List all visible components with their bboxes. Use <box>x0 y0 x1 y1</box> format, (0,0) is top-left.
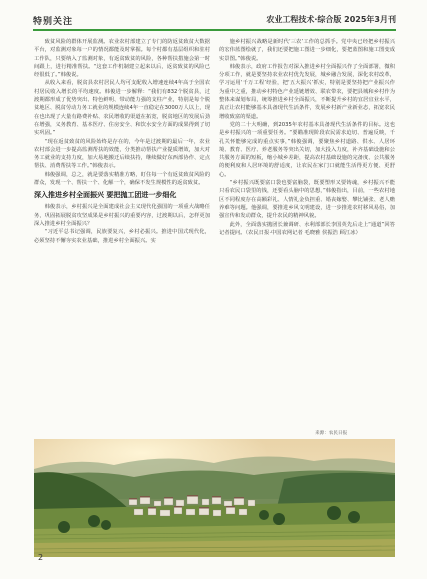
left-paragraph-1: 致贫风险的群体开展监测。农业农村部建立了专门的防返贫致贫大数据平台，对监测对象每一户的情况都能及时掌握。每个村都有基层组织和驻村工作队，只要纳入了监测对象，有返贫致贫的风险，各种帮扶措施会第一时间跟上，进行精准帮扶。“这套工作机制建立起来以后，返贫致贫的风险已经很低了。”韩俊说。 <box>34 39 210 79</box>
right-paragraph-2: 韩俊表示，政府工作报告对深入推进乡村全面振兴作了全面部署，微积分项工作，就是要坚持农业农村优先发展，城乡融合发展，深化农村改革，学习运用‘千万工程’经验，把‘五大振兴’抓实，特别是要坚持把产业振兴作为重中之重，推动乡村特色产业延链增效、联农带农，要把县城和乡村作为整体来谋划布局，统筹推进乡村全面振兴，不断提升乡村的宜居宜业水平，真正让农村能够基本具备现代生活条件，发展乡村新产业新业态，拓宽农民增收致富的渠道。 <box>219 63 395 120</box>
right-column <box>219 38 395 237</box>
right-paragraph-3: 党的二十大明确，到2035年农村基本具备现代生活条件的目标。这也是乡村振兴的一项重要任务。“要瞄准现阶段农民需求迫切、普遍反映，千孔关怀能够完成的重点实事，”韩俊强调，要聚焦乡村道路、供水、人居环境、教育、医疗、养老服务等突出关切，加大投入力度，补齐基础设施和公共服务方面的短板，缩小城乡差距，提高农村基础设施的完备度、公共服务的便利度和人居环境的舒适度，让农民在家门口就能生活得更方便、更舒心。 <box>219 121 395 178</box>
page-number: 2 <box>38 553 44 562</box>
village-landscape-photo <box>34 439 395 557</box>
header-rule <box>33 29 396 31</box>
publication-title: 农业工程技术·综合版 2025年3月刊 <box>266 15 396 24</box>
photo-caption: 来源：农民日报 <box>315 431 348 436</box>
section-title: 特别关注 <box>33 17 74 27</box>
right-paragraph-4: “乡村振兴既要富口袋也要富脑袋，既要塑形又要铸魂，乡村振兴不能只看农民口袋里的钱，还要看头脑中的思想，”韩俊指出，目前，一些农村地区不同程度存在高额彩礼、人情礼金负担重、婚丧嫁娶、攀比铺张、老人赡养难等问题。他强调，要推进乡风文明建设，进一步推进农村移风易俗，加强宣传和发动群众，提升农民的精神风貌。 <box>219 180 395 220</box>
left-paragraph-3: “现在返贫致贫的风险始终是存在的，今年是过渡期的最后一年，农业农村部会进一步提高监测帮扶的效能，分类推动帮扶产业提质增效，加大对务工就业的支持力度，加大易地搬迁后续扶持，继续做好东西部协作、定点帮扶、消费帮扶等工作。”韩俊表示。 <box>34 138 210 170</box>
right-paragraph-5: 此外，全面落实抛团长兼调研、水利部部长李国英先后走上“通道”回答记者提问。（农民日报·中国农网记者 毛晓雅 侯振浩 顾江冰） <box>219 221 395 236</box>
section-subheading: 深入推进乡村全面振兴 要把抛工团进一步细化 <box>34 191 177 200</box>
left-paragraph-2: 从收入来看，脱贫县农村居民人均可支配收入增速连续4年高于全国农村居民收入增长的平均速度。韩俊进一步解释：“我们有832个脱贫县，过渡期都形成了优势突出、特色鲜明、带动能力强的支柱产业，特别是每个脱贫地区、脱贫劳动力务工就业的规模连续4年一直稳定在3000万人以上，现在也出现了大量有路费补贴、农民增收的渠道在拓宽，脱贫地区的发展后劲在增强，义务教育、基本医疗、住房安全、和饮水安全方面的成果得到了切实巩固。” <box>34 80 210 137</box>
left-paragraph-4: 韩俊强调，总之，就是要落实精准方略，盯住每一个有返贫致贫风险的群众，发现一个、帮扶一个、化解一个，确保不发生规模性的返贫致贫。 <box>34 171 210 187</box>
right-paragraph-1: 施乡村振兴战略是新时代‘三农’工作的总抓手。党中央已经把乡村振兴的宏伟蓝图绘就了，我们还要把施工图进一步细化，要把蓝图和施工图变成实景图。”韩俊说。 <box>219 39 395 62</box>
left-paragraph-5: 韩俊表示，乡村振兴是全面建成社会主义现代化强国的一项重大战略任务，巩固拓展脱贫攻坚成果是乡村振兴的重要内容，过渡期以后，怎样更加深入推进乡村全面振兴？ <box>34 204 210 227</box>
left-paragraph-6: “习近平总书记强调，民族要复兴，乡村必振兴。推进中国式现代化，必须坚持不懈夯实农业基础，推进乡村全面振兴。实 <box>34 229 210 244</box>
left-column <box>34 38 210 245</box>
